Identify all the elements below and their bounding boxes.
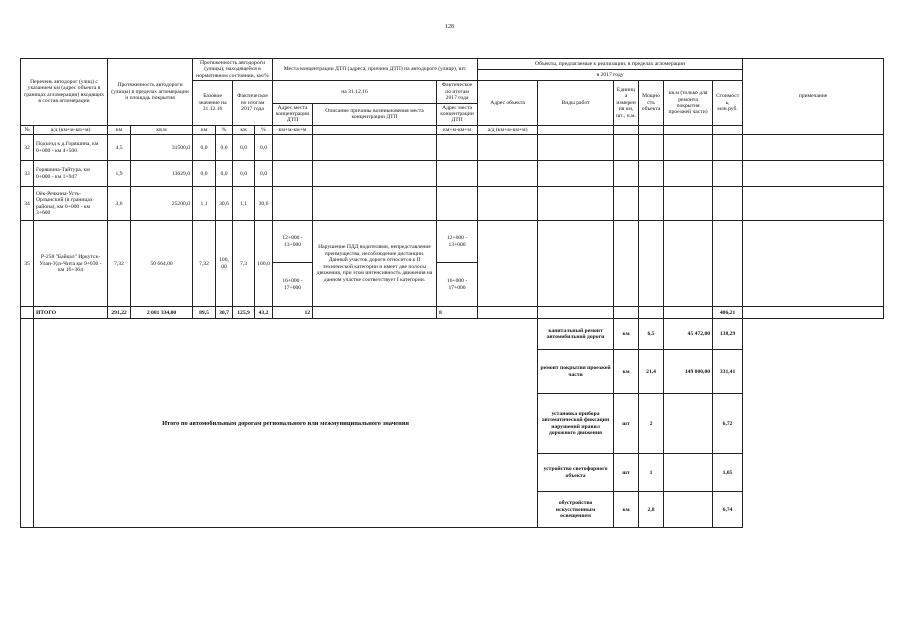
row-length: 7,32	[108, 221, 131, 307]
row-dtp-desc: Нарушение ПДД водителями, непредставление преимущества, несоблюдение дистанции. Данный участок дороги относится к II технической категории и имеет две полосы движения, при этом интенсивность движения на данном участке соответствует I категории.	[313, 221, 437, 307]
summary-work: капитальный ремонт автомобильной дороги	[538, 319, 614, 350]
row-num: 32	[21, 135, 34, 161]
unit-empty	[639, 125, 664, 134]
unit-sqm: кв.м	[131, 125, 193, 134]
summary-power: 21,4	[639, 350, 664, 394]
header-row-1	[21, 59, 884, 70]
col-cost-header: Стоимость, млн.руб.	[713, 81, 743, 126]
row-name: Горяшина-Тайтура, км 0+000 - км 1+947	[34, 161, 108, 187]
row-num: 33	[21, 161, 34, 187]
summary-power: 1	[639, 454, 664, 492]
row-base-km: 0,0	[193, 161, 216, 187]
agglomeration-roads-table	[20, 58, 884, 528]
unit-empty	[713, 125, 743, 134]
summary-cost: 6,74	[713, 492, 743, 528]
row-base-pct: 30,6	[216, 187, 233, 221]
summary-work: устройство светофорного объекта	[538, 454, 614, 492]
col-unit-header: Единица измерения км, шт., п.м.	[614, 81, 639, 126]
unit-pct-base: %	[216, 125, 233, 134]
total-cost: 486,21	[713, 307, 743, 319]
summary-cost: 138,29	[713, 319, 743, 350]
summary-row	[21, 319, 884, 350]
table-row	[21, 161, 884, 187]
col-dtp-addr2-header: Адрес места концентрации ДТП	[437, 103, 478, 125]
unit-addr: а/д (км+м-км+м)	[34, 125, 108, 134]
summary-cost: 6,72	[713, 394, 743, 454]
col-base-header: Базовое значение на 31.12.16	[193, 81, 233, 126]
row-name: Подъезд к д.Горяшина, км 0+000 - км 4+500	[34, 135, 108, 161]
unit-empty	[313, 125, 437, 134]
col-dtp-actual-header: Фактическое по итогам 2017 года	[437, 81, 478, 103]
col-power-header: Мощность объекта	[639, 81, 664, 126]
summary-work: ремонт покрытия проезжей части	[538, 350, 614, 394]
unit-pct-actual: %	[255, 125, 273, 134]
summary-label: Итого по автомобильным дорогам регионального или межмуниципального значения	[34, 319, 538, 528]
unit-empty	[614, 125, 639, 134]
summary-sqm	[664, 454, 713, 492]
row-dtp-addr: 16+000 - 17+000	[273, 263, 313, 307]
row-area: 31500,0	[131, 135, 193, 161]
col-obj-addr-header: Адрес объекта	[478, 81, 538, 126]
table-row	[21, 221, 884, 263]
summary-work: обустройство искусственным освещением	[538, 492, 614, 528]
row-base-km: 1,1	[193, 187, 216, 221]
col-actual-header: Фактическое по итогам 2017 года	[233, 81, 273, 126]
row-act-km: 0,0	[233, 161, 255, 187]
col-objects-header: Объекты, предлагаемые к реализации, в пределах агломерации	[478, 59, 743, 70]
table-row	[21, 187, 884, 221]
row-area: 13629,0	[131, 161, 193, 187]
col-km-repair-header: кв.м (только для ремонта покрытия проезжей части)	[664, 81, 713, 126]
row-dtp-addr2: 16+000 - 17+000	[437, 263, 478, 307]
summary-cost: 331,41	[713, 350, 743, 394]
row-act-pct: 0,0	[255, 135, 273, 161]
summary-sqm: 45 472,00	[664, 319, 713, 350]
row-base-pct: 0,0	[216, 161, 233, 187]
row-dtp-addr: 12+000 - 13+000	[273, 221, 313, 263]
row-num: 34	[21, 187, 34, 221]
row-length: 1,9	[108, 161, 131, 187]
row-name: Оёк-Речкина-Усть-Орлынский (в границах района), км 0+000 - км 3+600	[34, 187, 108, 221]
total-act-km: 125,9	[233, 307, 255, 319]
row-base-km: 0,0	[193, 135, 216, 161]
row-length: 4,5	[108, 135, 131, 161]
total-area: 2 081 334,00	[131, 307, 193, 319]
row-name: Р-258 "Байкал" Иркутск-Улан-Удэ-Чита км 9+030 - км 16+364	[34, 221, 108, 307]
col-dtp-desc-header: Описание причины возникновения места концентрации ДТП	[313, 103, 437, 125]
summary-power: 2	[639, 394, 664, 454]
col-length-header: Протяженность автодороги (улицы) в пределах агломерации и площадь покрытия	[108, 59, 193, 126]
total-length: 291,22	[108, 307, 131, 319]
unit-km: км	[108, 125, 131, 134]
summary-power: 6,5	[639, 319, 664, 350]
col-works-header: Виды работ	[538, 81, 614, 126]
summary-unit: шт	[614, 454, 639, 492]
total-dtp: 12	[273, 307, 313, 319]
col-dtp-date-header: на 31.12.16	[273, 81, 437, 103]
row-dtp-addr2: 12+000 - 13+000	[437, 221, 478, 263]
unit-km-base: км	[193, 125, 216, 134]
total-base-km: 89,5	[193, 307, 216, 319]
unit-obj-addr: а/д (км+м-км+м)	[478, 125, 538, 134]
summary-unit: км	[614, 350, 639, 394]
summary-sqm: 149 800,00	[664, 350, 713, 394]
table-row	[21, 135, 884, 161]
total-label: ИТОГО	[34, 307, 108, 319]
summary-work: установка прибора автоматической фиксации нарушений правил дорожного движения	[538, 394, 614, 454]
unit-dtp-addr: км+м-км+м	[273, 125, 313, 134]
summary-power: 2,8	[639, 492, 664, 528]
row-act-pct: 0,0	[255, 161, 273, 187]
col-dtp-header: Места концентрации ДТП (адреса, причина ДТП) на автодороге (улице), шт.	[273, 59, 478, 81]
row-length: 3,6	[108, 187, 131, 221]
row-base-pct: 0,0	[216, 135, 233, 161]
row-num: 35	[21, 221, 34, 307]
summary-sqm	[664, 394, 713, 454]
row-area: 25200,0	[131, 187, 193, 221]
row-act-pct: 100,0	[255, 221, 273, 307]
summary-unit: км	[614, 492, 639, 528]
unit-empty	[664, 125, 713, 134]
col-note-header: примечание	[743, 59, 884, 135]
summary-sqm	[664, 492, 713, 528]
row-act-pct: 30,6	[255, 187, 273, 221]
row-base-pct: 100,00	[216, 221, 233, 307]
col-name-header: Перечень автодорог (улиц) с указанием км (адрес объекта в границах агломерации) входящих в состав агломерации	[21, 59, 108, 126]
page-number: 128	[445, 24, 454, 30]
summary-unit: км	[614, 319, 639, 350]
total-row	[21, 307, 884, 319]
summary-unit: шт	[614, 394, 639, 454]
summary-cost: 1,05	[713, 454, 743, 492]
row-act-km: 7,3	[233, 221, 255, 307]
row-area: 50 664,00	[131, 221, 193, 307]
unit-dtp-addr2: км+м-км+м	[437, 125, 478, 134]
total-act-pct: 43,2	[255, 307, 273, 319]
col-normative-header: Протяженность автодороги (улицы), находящейся в нормативном состоянии, км/%	[193, 59, 273, 81]
row-act-km: 0,0	[233, 135, 255, 161]
col-year-header: в 2017 году	[478, 70, 743, 81]
total-base-pct: 30,7	[216, 307, 233, 319]
unit-num: №	[21, 125, 34, 134]
total-dtp-actual: 8	[437, 307, 478, 319]
unit-km-actual: км	[233, 125, 255, 134]
row-act-km: 1,1	[233, 187, 255, 221]
col-dtp-addr-header: Адрес места концентрации ДТП	[273, 103, 313, 125]
unit-empty	[538, 125, 614, 134]
row-base-km: 7,32	[193, 221, 216, 307]
